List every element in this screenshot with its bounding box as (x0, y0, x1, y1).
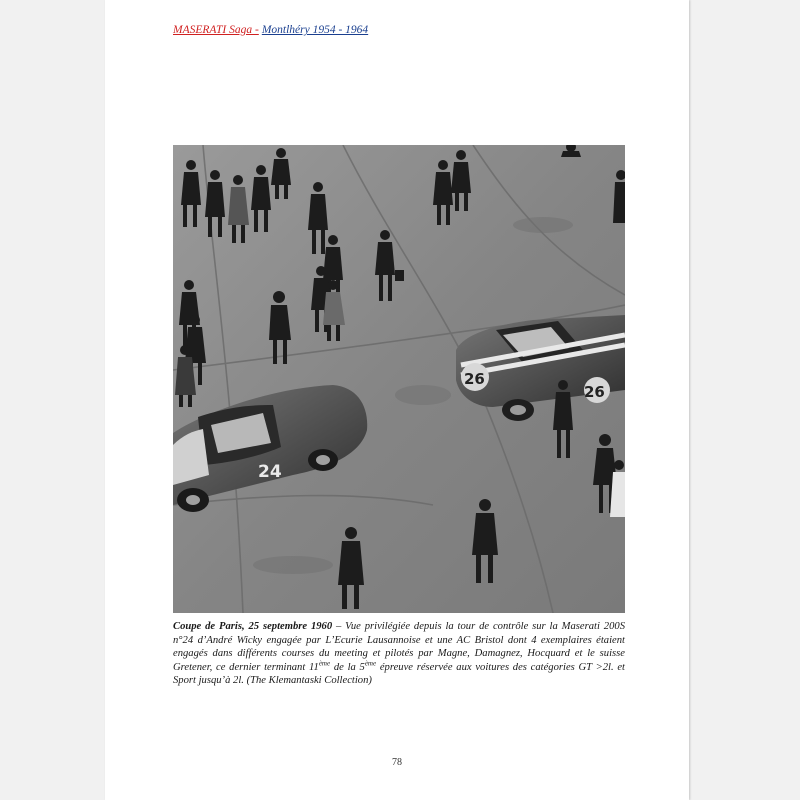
header-place-link[interactable]: Montlhéry 1954 - 1964 (261, 24, 369, 36)
caption-sup-1: ème (318, 659, 331, 668)
page-number: 78 (392, 757, 402, 768)
car-number-26-side: 26 (584, 383, 605, 401)
caption-text-2: de la 5 (330, 661, 365, 673)
running-header (173, 24, 368, 36)
document-page (105, 0, 689, 800)
car-number-26-front: 26 (464, 370, 485, 388)
car-number-24: 24 (258, 462, 282, 482)
photo-illustration (173, 145, 625, 613)
photo-caption (173, 620, 625, 688)
race-photo (173, 145, 625, 613)
caption-text-1: – Vue privilégiée depuis la tour de contrôle sur la Maserati 200S n°24 d’André Wicky engagée par L’Ecurie Lausannoise et une AC Bristol dont 4 exemplaires étaient engagés dans différents courses du meeting et pilotés par Magne, Damagnez, Hocquard et le suisse Gretener, ce dernier terminant 11 (173, 621, 625, 673)
caption-text-3: épreuve réservée aux voitures des catégories GT >2l. et Sport jusqu’à 2l. (The Klemantaski Collection) (173, 661, 625, 687)
header-brand-link[interactable]: MASERATI Saga - (173, 24, 259, 36)
caption-lead: Coupe de Paris, 25 septembre 1960 (173, 621, 333, 632)
caption-sup-2: ème (364, 659, 377, 668)
